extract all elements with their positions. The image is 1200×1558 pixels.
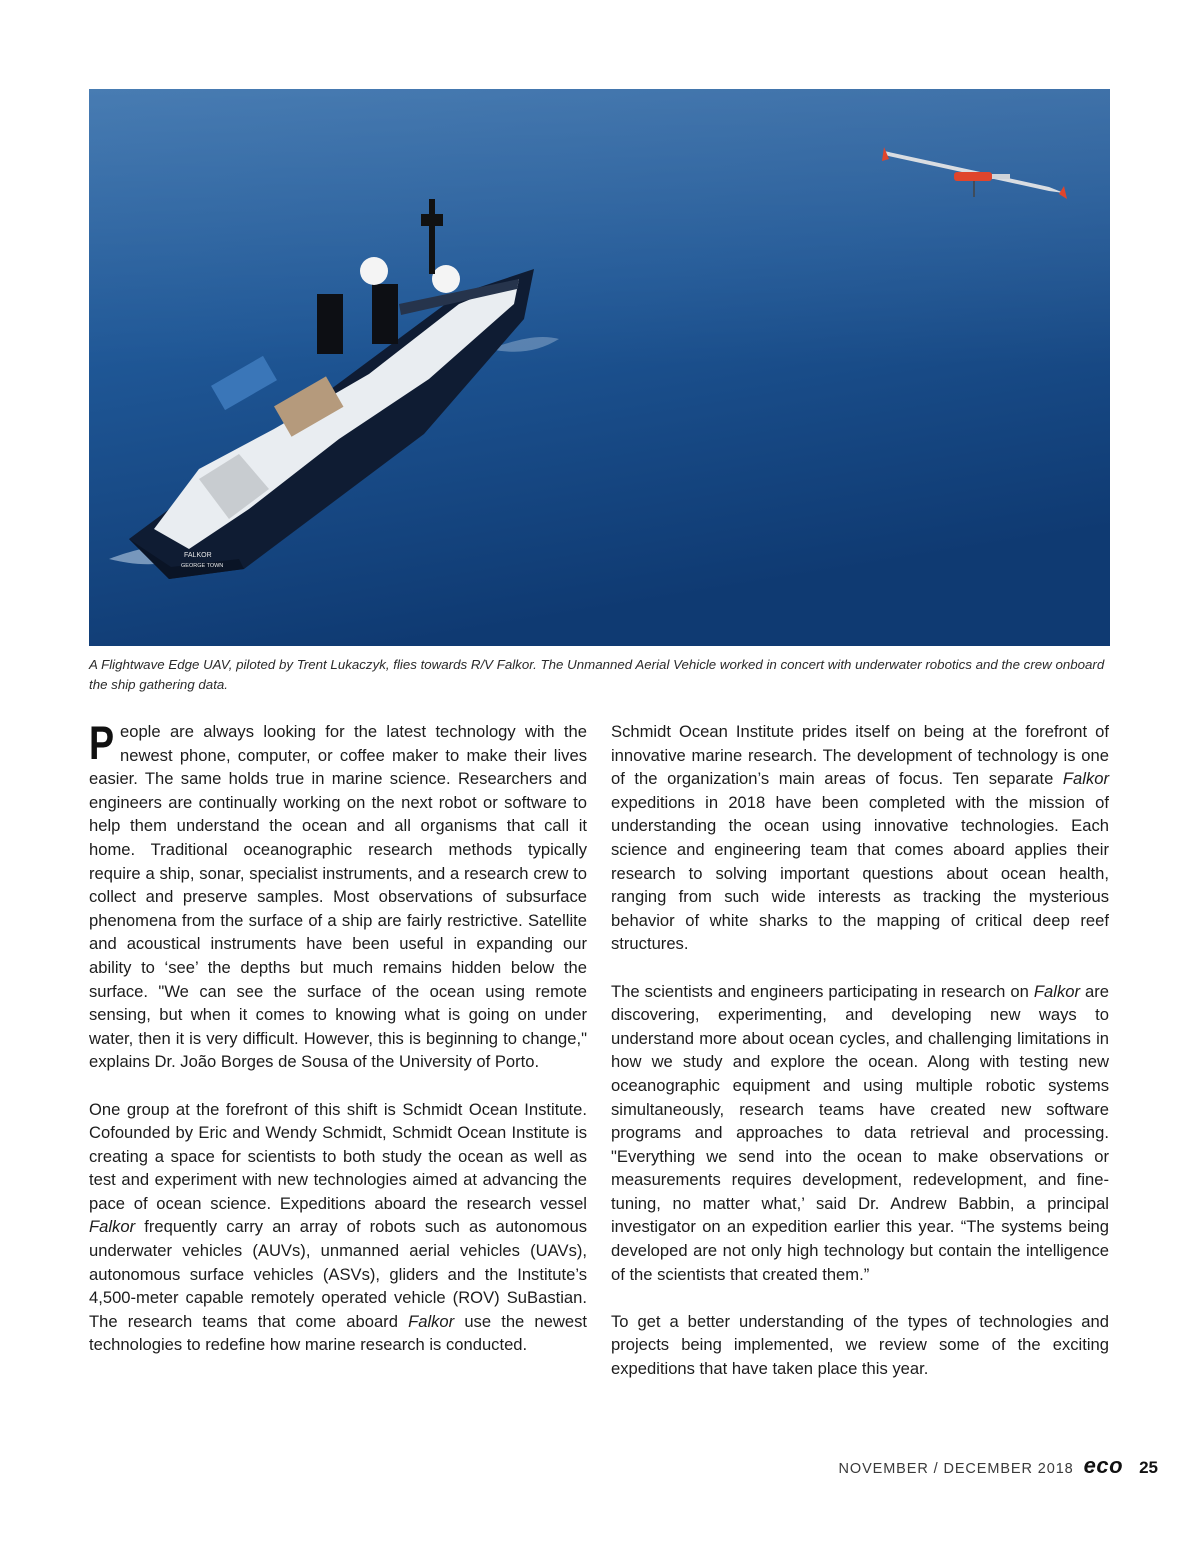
article-column-right — [611, 720, 1109, 1404]
magazine-logo: eco — [1083, 1453, 1124, 1478]
text-segment: are discovering, experimenting, and developing new ways to understand more about ocean cycles, and challenging limitations in how we study and explore the ocean. Along with testing new oceanographic equipment and using multiple robotic systems simultaneously, research teams have created new software programs and approaches to data retrieval and processing. "Everything we send into the ocean to make observations or measurements requires development, redevelopment, and fine-tuning, no matter what,’ said Dr. Andrew Babbin, a principal investigator on an expedition earlier this year. “The systems being developed are not only high technology but contain the intelligence of the scientists that created them.” — [611, 981, 1109, 1284]
ship-port-text: GEORGE TOWN — [181, 563, 224, 569]
paragraph-overview: To get a better understanding of the types of technologies and projects being implemented, we review some of the exciting expeditions that have taken place this year. — [611, 1311, 1109, 1379]
intro-text: eople are always looking for the latest technology with the newest phone, computer, or coffee maker to make their lives easier. The same holds true in marine science. Researchers and engineers are continually working on the next robot or software to help them understand the ocean and all organisms that call it home. Traditional oceanographic research methods typically require a ship, sonar, specialist instruments, and a research crew to collect and preserve samples. Most observations of subsurface phenomena from the surface of a ship are fairly restrictive. Satellite and acoustical instruments have been useful in expanding our ability to ‘see’ the depths but much remains hidden below the surface. "We can see the surface of the ocean using remote sensing, but when it comes to knowing what is going on under water, then it is very difficult. However, this is beginning to change," explains Dr. João Borges de Sousa of the University of Porto. — [89, 722, 587, 1072]
issue-date: NOVEMBER / DECEMBER 2018 — [838, 1461, 1074, 1477]
drop-cap: P — [89, 716, 115, 769]
vessel-name: Falkor — [1062, 769, 1109, 789]
text-segment: expeditions in 2018 have been completed with the mission of understanding the ocean using innovative technologies. Each science and engineering team that comes aboard applies their research to solving important questions about ocean health, ranging from such wide interests as tracking the mysterious behavior of white sharks to the mapping of critical deep reef structures. — [611, 792, 1109, 954]
vessel-name: Falkor — [89, 1217, 136, 1237]
ship-name-text: FALKOR — [184, 552, 212, 559]
paragraph-intro — [89, 716, 587, 1074]
text-segment: The scientists and engineers participating in research on — [611, 981, 1034, 1001]
photo-caption: A Flightwave Edge UAV, piloted by Trent Lukaczyk, flies towards R/V Falkor. The Unmanned Aerial Vehicle worked in concert with underwater robotics and the crew onboard the ship gathering data. — [89, 657, 1105, 692]
paragraph-schmidt — [89, 1098, 587, 1358]
ship-and-uav-photo — [89, 89, 1110, 646]
text-segment: frequently carry an array of robots such as autonomous underwater vehicles (AUVs), unmanned aerial vehicles (UAVs), autonomous surface vehicles (ASVs), gliders and the Institute’s 4,500-meter capable remotely operated vehicle (ROV) SuBastian. The research teams that come aboard — [89, 1217, 587, 1331]
article-column-left — [89, 716, 587, 1381]
text-segment: use the newest technologies to redefine how marine research is conducted. — [89, 1311, 587, 1355]
text-segment: One group at the forefront of this shift is Schmidt Ocean Institute. Cofounded by Eric and Wendy Schmidt, Schmidt Ocean Institute is creating a space for scientists to both study the ocean as well as test and experiment with new technologies aimed at advancing the pace of ocean science. Expeditions aboard the research vessel — [89, 1099, 587, 1213]
page-number: 25 — [1139, 1458, 1158, 1477]
hero-photo — [89, 89, 1110, 646]
paragraph-institute — [611, 720, 1109, 956]
vessel-name: Falkor — [408, 1311, 455, 1331]
paragraph-scientists — [611, 980, 1109, 1287]
text-segment: Schmidt Ocean Institute prides itself on being at the forefront of innovative marine research. The development of technology is one of the organization’s main areas of focus. Ten separate — [611, 722, 1109, 789]
vessel-name: Falkor — [1033, 981, 1080, 1001]
page-footer — [839, 1453, 1158, 1479]
